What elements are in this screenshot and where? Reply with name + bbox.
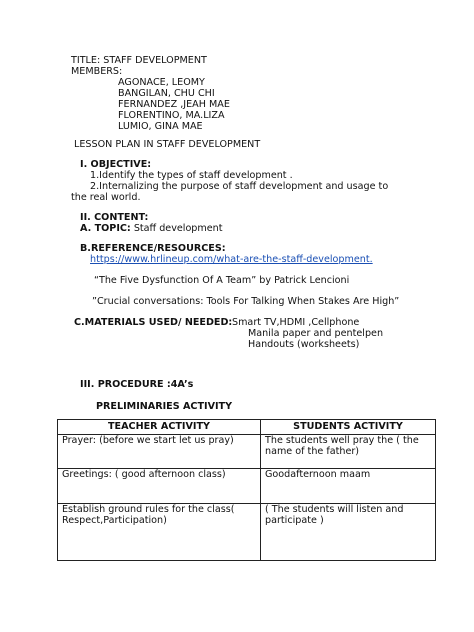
teacher-activity-header: TEACHER ACTIVITY bbox=[58, 420, 261, 435]
topic-line bbox=[80, 223, 223, 234]
reference-book-2: ”Crucial conversations: Tools For Talking When Stakes Are High” bbox=[92, 296, 400, 307]
table-row bbox=[58, 503, 436, 560]
topic-label: A. TOPIC: bbox=[80, 223, 131, 234]
doc-title: TITLE: STAFF DEVELOPMENT bbox=[71, 55, 207, 66]
preliminaries-heading: PRELIMINARIES ACTIVITY bbox=[96, 401, 233, 412]
member-5: LUMIO, GINA MAE bbox=[118, 121, 203, 132]
objective-heading: I. OBJECTIVE: bbox=[80, 159, 152, 170]
member-3: FERNANDEZ ,JEAH MAE bbox=[118, 99, 230, 110]
member-2: BANGILAN, CHU CHI bbox=[118, 88, 215, 99]
content-heading: II. CONTENT: bbox=[80, 212, 149, 223]
table-header-row bbox=[58, 420, 436, 435]
topic-value: Staff development bbox=[130, 223, 223, 234]
student-cell-ground-rules: ( The students will listen and participate ) bbox=[261, 503, 436, 560]
table-row bbox=[58, 434, 436, 469]
members-label: MEMBERS: bbox=[71, 66, 123, 77]
student-cell-prayer: The students well pray the ( the name of the father) bbox=[261, 434, 436, 469]
member-4: FLORENTINO, MA.LIZA bbox=[118, 110, 225, 121]
reference-book-1: “The Five Dysfunction Of A Team” by Patrick Lencioni bbox=[94, 275, 350, 286]
activity-table bbox=[57, 419, 436, 561]
reference-heading: B.REFERENCE/RESOURCES: bbox=[80, 243, 226, 254]
reference-link[interactable]: https://www.hrlineup.com/what-are-the-staff-development. bbox=[90, 254, 373, 265]
teacher-cell-ground-rules: Establish ground rules for the class( Respect,Participation) bbox=[58, 503, 261, 560]
objective-1: 1.Identify the types of staff development . bbox=[90, 170, 293, 181]
material-2: Manila paper and pentelpen bbox=[248, 328, 384, 339]
objective-2-cont: the real world. bbox=[71, 192, 141, 203]
material-3: Handouts (worksheets) bbox=[248, 339, 360, 350]
material-1: Smart TV,HDMI ,Cellphone bbox=[232, 317, 360, 328]
objective-2: 2.Internalizing the purpose of staff development and usage to bbox=[90, 181, 389, 192]
materials-heading: C.MATERIALS USED/ NEEDED: bbox=[74, 317, 233, 328]
member-1: AGONACE, LEOMY bbox=[118, 77, 205, 88]
teacher-cell-greetings: Greetings: ( good afternoon class) bbox=[58, 469, 261, 504]
table-row bbox=[58, 469, 436, 504]
student-cell-greetings: Goodafternoon maam bbox=[261, 469, 436, 504]
teacher-cell-prayer: Prayer: (before we start let us pray) bbox=[58, 434, 261, 469]
procedure-heading: III. PROCEDURE :4A’s bbox=[80, 379, 194, 390]
lesson-plan-heading: LESSON PLAN IN STAFF DEVELOPMENT bbox=[74, 139, 261, 150]
students-activity-header: STUDENTS ACTIVITY bbox=[261, 420, 436, 435]
